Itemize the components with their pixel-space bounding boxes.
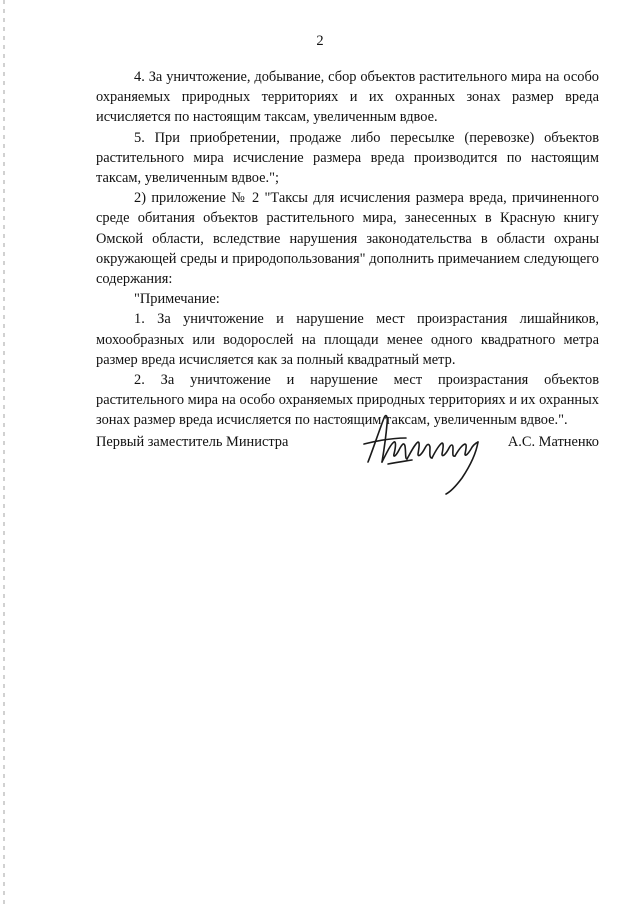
signer-name: А.С. Матненко [507,434,599,450]
scan-edge-marks [3,0,5,905]
note-item-2: 2. За уничтожение и нарушение мест произрастания объектов растительного мира на особо охраняемых природных территориях и их охранных зонах размер вреда исчисляется по настоящим таксам, увеличенным вдвое.". [96,372,599,429]
handwritten-signature [360,404,505,496]
page-number: 2 [316,33,324,49]
signer-position: Первый заместитель Министра [96,434,289,450]
paragraph-appendix-2: 2) приложение № 2 "Таксы для исчисления размера вреда, причиненного среде обитания объектов растительного мира, занесенных в Красную книгу Омской области, вследствие нарушения законодательства в области охраны окружающей среды и природопользования" дополнить примечанием следующего содержания: [96,190,599,288]
note-item-1: 1. За уничтожение и нарушение мест произрастания лишайников, мохообразных или водорослей на площади менее одного квадратного метра размер вреда исчисляется как за полный квадратный метр. [96,311,599,368]
document-body [96,67,599,431]
paragraph-item-5: 5. При приобретении, продаже либо пересылке (перевозке) объектов растительного мира исчисление размера вреда производится по настоящим таксам, увеличенным вдвое."; [96,129,599,187]
paragraph-item-4: 4. За уничтожение, добывание, сбор объектов растительного мира на особо охраняемых природных территориях и их охранных зонах размер вреда исчисляется по настоящим таксам, увеличенным вдвое. [96,69,599,126]
note-heading: "Примечание: [134,291,220,308]
